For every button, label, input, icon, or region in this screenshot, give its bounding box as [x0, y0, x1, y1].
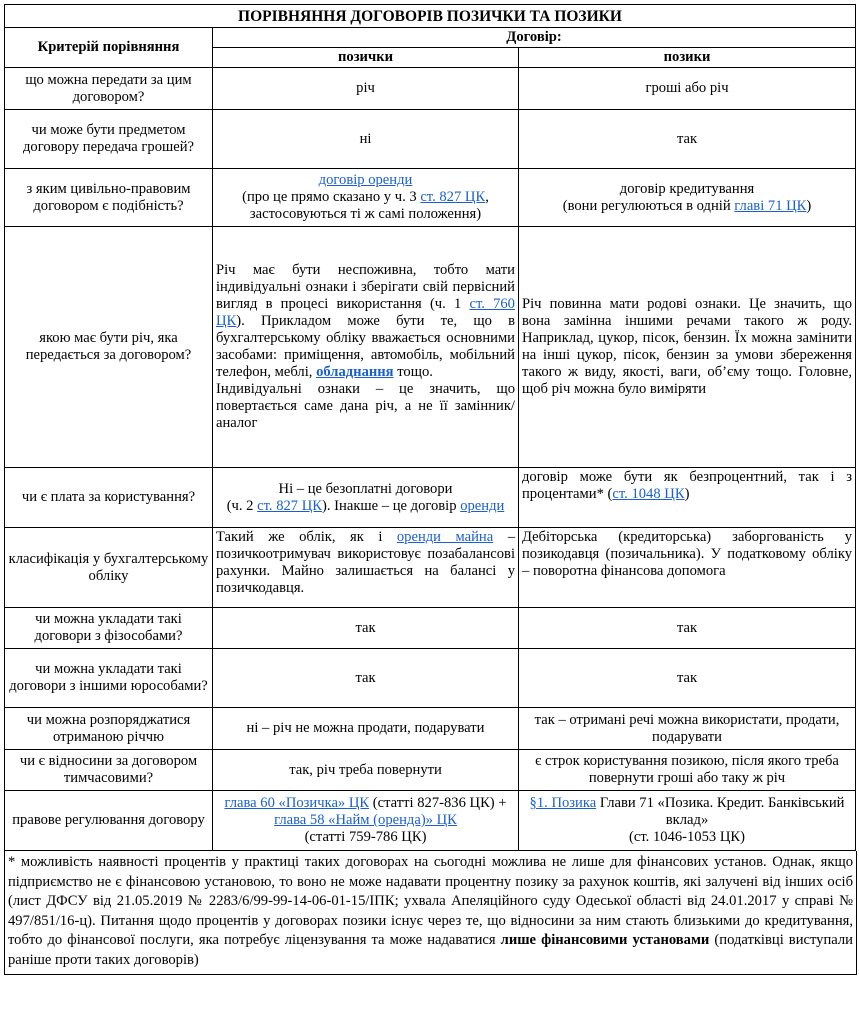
loan-of-use-cell: так — [213, 608, 519, 649]
loan-cell: Річ повинна мати родові ознаки. Це значить, що вона замінна іншими речами такого ж роду. Наприклад, цукор, пісок, бензин. Їх можна замінити на інші цукор, пісок, бензин за умови збереження такого ж виду, якості, ваги, об’єму тощо. Головне, щоб річ можна було виміряти — [519, 227, 856, 468]
criterion-cell: якою має бути річ, яка передається за договором? — [5, 227, 213, 468]
footnote-text: * можливість наявності процентів у практиці таких договорах на сьогодні можлива не лише для фінансових установ. Однак, якщо підприємство не є фінансовою установою, то воно не може надавати процентну позику за рахунок коштів, які залучені від інших осіб (лист ДФСУ від 21.05.2019 № 2283/6/99-99-14-06-01-15/ІПК; ухвала Апеляційного суду Одеської області від 24.01.2017 у справі № 497/851/16-ц). Питання щодо процентів у договорах позики існує через те, що відносини за ним стають близькими до кредитування, тобто до фінансової послуги, яка потребує ліцензування та може надаватися — [8, 854, 853, 949]
loan-of-use-cell — [213, 791, 519, 851]
text-fragment: Річ має бути неспоживна, тобто мати індивідуальні ознаки і зберігати свій первісний вигляд в процесі використання (ч. 1 — [216, 262, 515, 312]
footnote-text: (податківці виступали раніше проти таких договорів) — [8, 932, 853, 968]
loan-of-use-cell: ні — [213, 110, 519, 169]
criterion-cell: чи може бути предметом договору передача грошей? — [5, 110, 213, 169]
table-row — [5, 708, 856, 750]
article-827-link[interactable]: ст. 827 ЦК — [257, 497, 323, 514]
criterion-cell: класифікація у бухгалтерському обліку — [5, 528, 213, 608]
loan-cell — [519, 169, 856, 227]
text-fragment: ) — [684, 486, 690, 502]
criterion-cell: що можна передати за цим договором? — [5, 68, 213, 110]
loan-of-use-header: позички — [213, 48, 519, 68]
loan-cell: є строк користування позикою, після якого треба повернути гроші або таку ж річ — [519, 750, 856, 791]
header-row — [5, 28, 856, 48]
loan-cell — [519, 791, 856, 851]
criterion-cell: з яким цивільно-правовим договором є подібність? — [5, 169, 213, 227]
text-fragment: (ст. 1046-1053 ЦК) — [629, 829, 745, 845]
text-fragment: (про це прямо сказано у ч. 3 — [242, 189, 421, 205]
loan-cell: гроші або річ — [519, 68, 856, 110]
table-row — [5, 608, 856, 649]
property-lease-link[interactable]: оренди майна — [396, 529, 494, 545]
table-row — [5, 528, 856, 608]
text-fragment: (статті 759-786 ЦК) — [304, 829, 427, 845]
criterion-cell: чи можна укладати такі договори з фізособами? — [5, 608, 213, 649]
chapter-60-link[interactable]: глава 60 «Позичка» ЦК — [224, 795, 370, 811]
article-827-link[interactable]: ст. 827 ЦК — [420, 189, 486, 205]
footnote — [4, 851, 857, 975]
text-fragment: (статті 827-836 ЦК) + — [369, 795, 507, 811]
equipment-link[interactable]: обладнання — [316, 364, 394, 380]
loan-cell: так — [519, 608, 856, 649]
text-fragment: , застосовуються ті ж самі положення) — [249, 189, 489, 222]
table-row — [5, 68, 856, 110]
loan-of-use-cell — [213, 468, 519, 528]
lease-link[interactable]: оренди — [460, 497, 505, 514]
text-fragment: ). Прикладом може бути те, що в бухгалтерському обліку вважається основними засобами: приміщення, автомобіль, мобільний телефон, меблі, — [216, 313, 515, 380]
text-fragment: ) — [806, 197, 812, 214]
loan-of-use-cell: так, річ треба повернути — [213, 750, 519, 791]
loan-of-use-cell: так — [213, 649, 519, 708]
table-row — [5, 649, 856, 708]
table-row — [5, 791, 856, 851]
article-1048-link[interactable]: ст. 1048 ЦК — [612, 486, 685, 502]
criterion-cell: чи можна укладати такі договори з іншими юрособами? — [5, 649, 213, 708]
loan-cell: так – отримані речі можна використати, продати, подарувати — [519, 708, 856, 750]
text-fragment: Ні – це безоплатні договори — [278, 480, 453, 497]
criterion-cell: чи є плата за користування? — [5, 468, 213, 528]
loan-of-use-cell: ні – річ не можна продати, подарувати — [213, 708, 519, 750]
criterion-cell: правове регулювання договору — [5, 791, 213, 851]
document-title: ПОРІВНЯННЯ ДОГОВОРІВ ПОЗИЧКИ ТА ПОЗИКИ — [5, 5, 856, 28]
loan-of-use-cell: річ — [213, 68, 519, 110]
criteria-header: Критерій порівняння — [5, 28, 213, 68]
text-fragment: договір кредитування — [619, 180, 755, 197]
criterion-cell: чи є відносини за договором тимчасовими? — [5, 750, 213, 791]
loan-cell — [519, 468, 856, 528]
table-row — [5, 750, 856, 791]
chapter-71-link[interactable]: главі 71 ЦК — [734, 197, 807, 214]
section-1-loan-link[interactable]: §1. Позика — [529, 795, 597, 811]
criterion-cell: чи можна розпоряджатися отриманою річчю — [5, 708, 213, 750]
table-row — [5, 169, 856, 227]
text-fragment: договір може бути як безпроцентний, так і з процентами* ( — [522, 469, 853, 502]
loan-of-use-cell — [213, 169, 519, 227]
loan-cell: Дебіторська (кредиторська) заборгованість у позикодавця (позичальника). У податковому обліку – поворотна фінансова допомога — [519, 528, 856, 608]
text-fragment: Індивідуальні ознаки – це значить, що повертається саме дана річ, а не її замінник/аналог — [216, 381, 515, 431]
comparison-document — [4, 4, 855, 975]
table-row — [5, 110, 856, 169]
loan-cell: так — [519, 649, 856, 708]
footnote-bold-text: лише фінансовими установами — [500, 932, 710, 949]
contract-header: Договір: — [213, 28, 856, 48]
loan-cell: так — [519, 110, 856, 169]
text-fragment: ). Інакше – це договір — [322, 497, 461, 514]
lease-agreement-link[interactable]: договір оренди — [318, 172, 413, 188]
chapter-58-link[interactable]: глава 58 «Найм (оренда)» ЦК — [274, 812, 457, 828]
loan-of-use-cell — [213, 227, 519, 468]
table-row — [5, 468, 856, 528]
text-fragment: (ч. 2 — [226, 497, 258, 514]
text-fragment: тощо. — [393, 364, 433, 380]
table-row — [5, 227, 856, 468]
text-fragment: (вони регулюються в одній — [562, 197, 735, 214]
title-row — [5, 5, 856, 28]
comparison-table — [4, 4, 856, 851]
text-fragment: Такий же облік, як і — [216, 529, 397, 545]
article-760-link[interactable]: ст. 760 ЦК — [216, 296, 515, 329]
loan-header: позики — [519, 48, 856, 68]
text-fragment: Глави 71 «Позика. Кредит. Банківський вклад» — [596, 795, 845, 828]
loan-of-use-cell — [213, 528, 519, 608]
text-fragment: – позичкоотримувач використовує позабалансові рахунки. Майно залишається на балансі у позичкодавця. — [216, 529, 515, 596]
